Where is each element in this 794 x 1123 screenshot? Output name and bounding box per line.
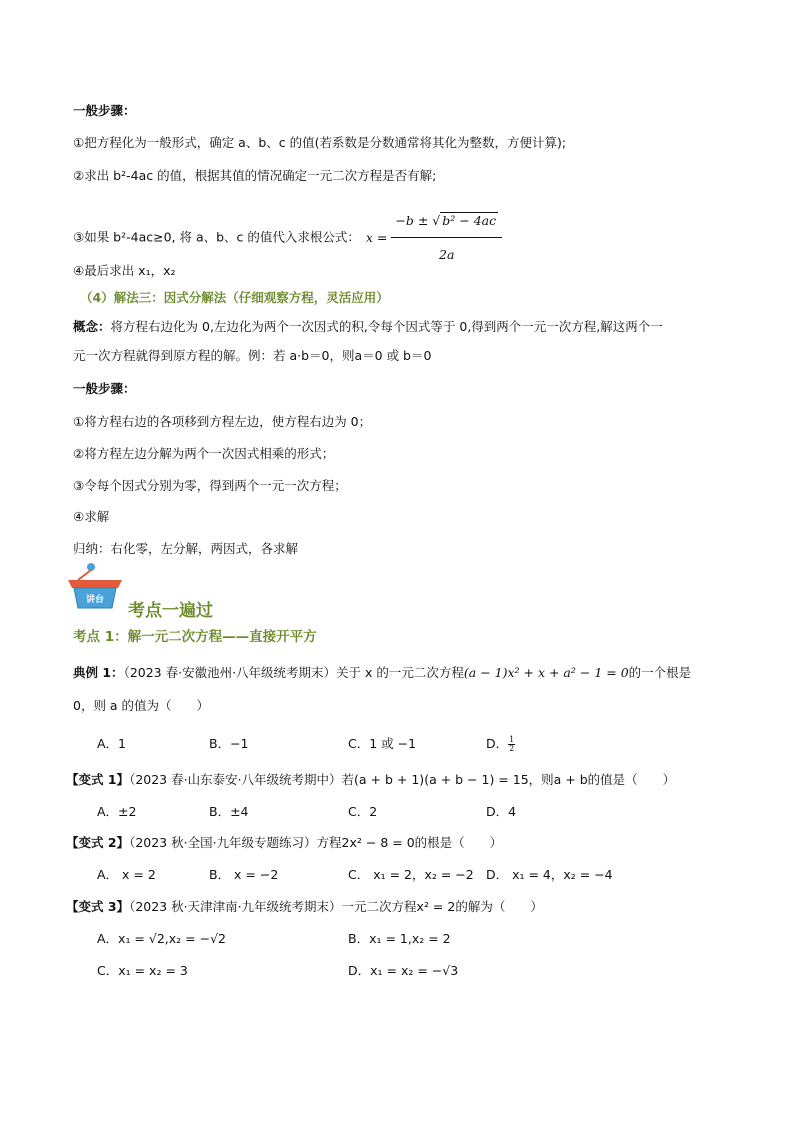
step-3-text: ③如果 b²-4ac≥0, 将 a、b、c 的值代入求根公式： [73,229,360,245]
concept-line-2: 元一次方程就得到原方程的解。例：若 a·b＝0，则a＝0 或 b＝0 [73,348,432,363]
concept-text-1: 将方程右边化为 0,左边化为两个一次因式的积,令每个因式等于 0,得到两个一元一次方程,解这两个一 [110,319,663,334]
variant2-label: 【变式 2】 [66,835,130,850]
variant2-option-b: B． x = −2 [209,867,279,882]
variant2-stem: 方程2x² − 8 = 0的根是（ ） [316,835,503,850]
variant1-option-a: A．±2 [97,804,137,819]
example1-stem-a: 关于 x 的一元二次方程 [336,665,464,680]
variant1-label: 【变式 1】 [66,772,130,787]
example1-option-c: C．1 或 −1 [348,736,417,751]
example1-equation: (a − 1)x² + x + a² − 1 = 0 [463,665,629,680]
example1-label: 典例 1： [73,665,124,680]
method3-steps-title: 一般步骤： [73,381,136,396]
variant1-source: （2023 春·山东泰安·八年级统考期中） [129,772,342,787]
variant3-source: （2023 秋·天津津南·九年级统考期末） [129,899,342,914]
method3-step-4: ④求解 [73,509,110,524]
variant3-stem: 一元二次方程x² = 2的解为（ ） [341,899,543,914]
variant1-line [66,771,675,789]
fraction-denominator: 2 [509,744,515,753]
variant1-stem: 若(a + b + 1)(a + b − 1) = 15，则a + b的值是（ ） [341,772,676,787]
variant1-option-d: D．4 [486,804,517,819]
example1-option-b: B．−1 [209,736,249,751]
fraction-numerator: 1 [509,735,515,744]
variant3-option-a: A．x₁ = √2,x₂ = −√2 [97,931,226,946]
step-2: ②求出 b²-4ac 的值，根据其值的情况确定一元二次方程是否有解; [73,168,437,183]
steps-title: 一般步骤： [73,103,136,118]
variant2-option-a: A． x = 2 [97,867,156,882]
example1-option-d-fraction [508,736,515,753]
variant2-option-c: C． x₁ = 2，x₂ = −2 [348,867,474,882]
variant1-option-c: C．2 [348,804,378,819]
formula-numerator: −b ± √ b² − 4ac [391,206,502,238]
variant3-option-b: B．x₁ = 1,x₂ = 2 [348,931,451,946]
variant1-option-b: B．±4 [209,804,249,819]
example1-source: （2023 春·安徽池州·八年级统考期末） [123,665,337,680]
variant2-option-d: D． x₁ = 4，x₂ = −4 [486,867,613,882]
method3-step-1: ①将方程右边的各项移到方程左边，使方程右边为 0； [73,414,372,429]
method3-step-3: ③令每个因式分别为零，得到两个一元一次方程； [73,478,347,493]
podium-badge-icon [64,562,126,622]
example1-line-2: 0，则 a 的值为（ ） [73,698,210,713]
section-subtitle: 考点 1：解一元二次方程——直接开平方 [73,629,317,645]
variant3-option-c: C．x₁ = x₂ = 3 [97,963,188,978]
formula-lhs: x = [365,229,388,245]
variant2-line [66,834,502,852]
variant3-option-d: D．x₁ = x₂ = −√3 [348,963,459,978]
quadratic-formula [391,206,502,270]
method3-title: （4）解法三：因式分解法（仔细观察方程，灵活应用） [80,290,389,305]
example1-option-d-label: D． [486,736,509,751]
formula-denominator: 2a [439,247,455,262]
method3-step-2: ②将方程左边分解为两个一次因式相乘的形式； [73,446,335,461]
section-title: 考点一遍过 [128,601,213,621]
badge-text: 讲台 [85,595,105,605]
example1-option-a: A．1 [97,736,127,751]
example1-line-1 [73,664,691,682]
variant3-label: 【变式 3】 [66,899,130,914]
formula-radicand: b² − 4ac [442,213,497,228]
example1-stem-b: 的一个根是 [628,665,692,680]
step-1: ①把方程化为一般形式，确定 a、b、c 的值(若系数是分数通常将其化为整数，方便计算); [73,135,567,150]
concept-line-1 [73,318,663,336]
step-3 [73,206,502,270]
variant3-line [66,898,543,916]
method3-summary: 归纳：右化零，左分解，两因式，各求解 [73,541,299,556]
variant2-source: （2023 秋·全国·九年级专题练习） [129,835,317,850]
formula-num-prefix: −b ± [395,213,429,228]
example1-option-d [486,735,515,753]
concept-label: 概念： [73,319,111,334]
step-4: ④最后求出 x₁，x₂ [73,263,176,278]
